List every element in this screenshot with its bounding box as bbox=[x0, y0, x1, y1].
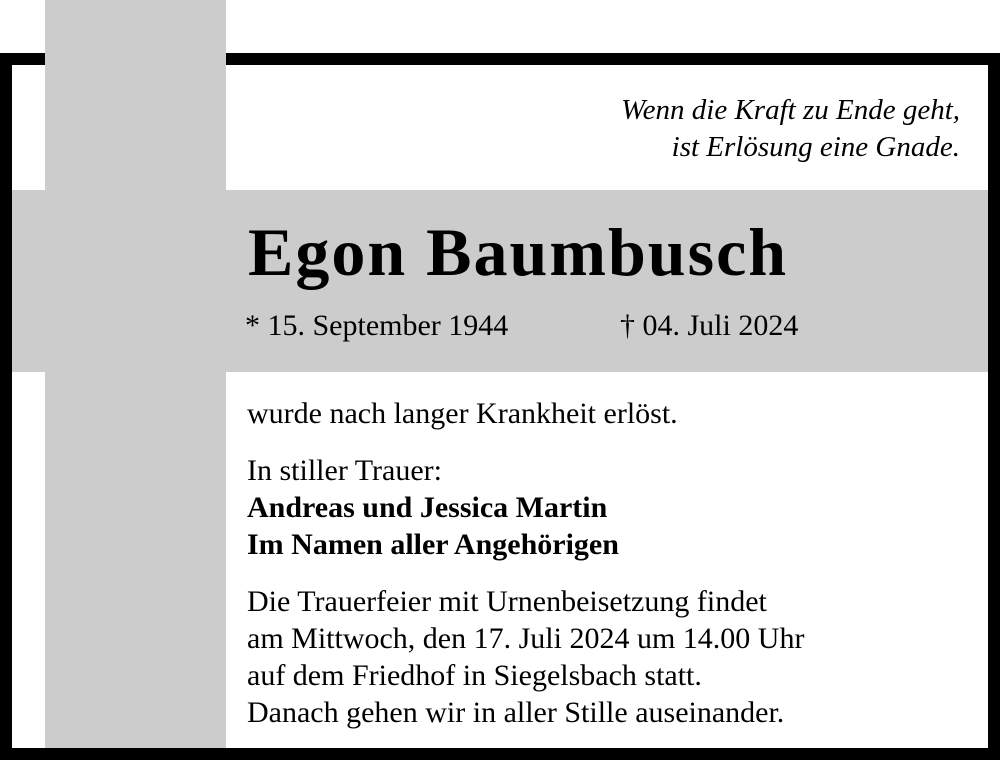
notice-body bbox=[247, 395, 977, 731]
funeral-line-4: Danach gehen wir in aller Stille auseinander. bbox=[247, 696, 785, 729]
mourner-names: Andreas und Jessica Martin bbox=[247, 491, 608, 524]
birth-date-text: 15. September 1944 bbox=[267, 309, 509, 342]
funeral-paragraph bbox=[247, 583, 977, 731]
mourner-closing: Im Namen aller Angehörigen bbox=[247, 528, 619, 561]
birth-star-symbol: * bbox=[245, 309, 260, 342]
birth-date bbox=[245, 311, 508, 341]
deceased-name: Egon Baumbusch bbox=[248, 214, 789, 290]
funeral-line-3: auf dem Friedhof in Siegelsbach statt. bbox=[247, 659, 702, 692]
epigraph-line-2: ist Erlösung eine Gnade. bbox=[671, 131, 960, 163]
death-cross-symbol: † bbox=[620, 309, 635, 342]
intro-paragraph bbox=[247, 395, 977, 432]
gray-bar-vertical bbox=[45, 0, 226, 748]
intro-line: wurde nach langer Krankheit erlöst. bbox=[247, 397, 678, 430]
mourning-paragraph bbox=[247, 452, 977, 563]
epigraph-quote bbox=[621, 92, 960, 166]
death-date-text: 04. Juli 2024 bbox=[642, 309, 799, 342]
funeral-line-2: am Mittwoch, den 17. Juli 2024 um 14.00 Uhr bbox=[247, 622, 805, 655]
death-date bbox=[620, 311, 798, 341]
epigraph-line-1: Wenn die Kraft zu Ende geht, bbox=[621, 94, 960, 126]
funeral-line-1: Die Trauerfeier mit Urnenbeisetzung findet bbox=[247, 585, 767, 618]
mourning-lead: In stiller Trauer: bbox=[247, 454, 442, 487]
